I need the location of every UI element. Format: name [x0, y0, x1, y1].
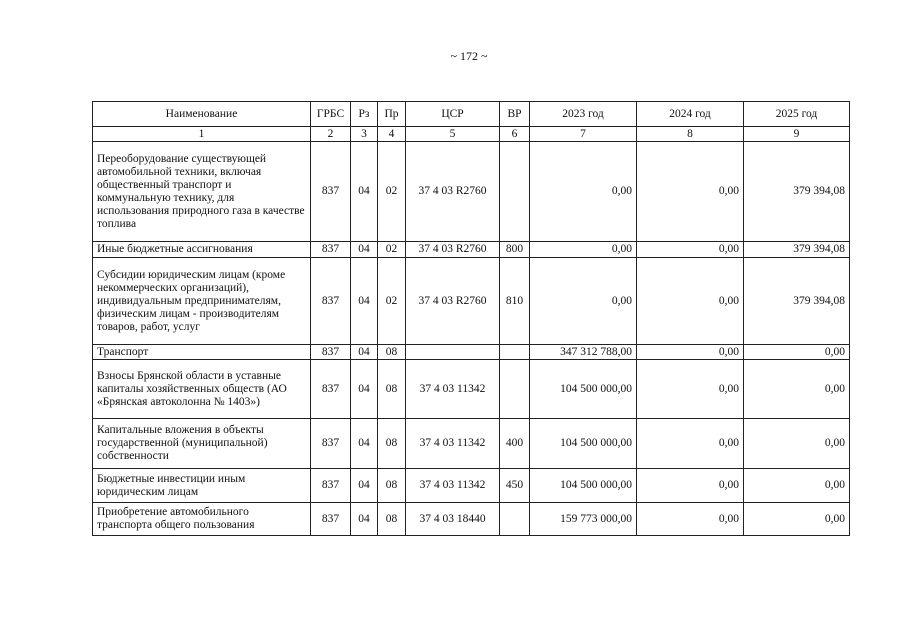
- row-2024: 0,00: [637, 345, 744, 360]
- header-rz: Рз: [351, 102, 378, 127]
- table-row: [93, 242, 850, 258]
- row-2023: 159 773 000,00: [530, 503, 637, 536]
- row-csr: 37 4 03 R2760: [406, 142, 500, 242]
- row-csr: 37 4 03 11342: [406, 360, 500, 419]
- row-2024: 0,00: [637, 469, 744, 503]
- row-name: Иные бюджетные ассигнования: [93, 242, 311, 258]
- column-number: 6: [500, 127, 530, 142]
- row-2024: 0,00: [637, 242, 744, 258]
- row-rz: 04: [351, 258, 378, 345]
- row-pr: 02: [378, 258, 406, 345]
- row-csr: 37 4 03 11342: [406, 469, 500, 503]
- row-name: Капитальные вложения в объекты государственной (муниципальной) собственности: [93, 419, 311, 469]
- row-grbs: 837: [311, 503, 351, 536]
- row-name: Переоборудование существующей автомобильной техники, включая общественный транспорт и коммунальную технику, для использования природного газа в качестве топлива: [93, 142, 311, 242]
- row-rz: 04: [351, 142, 378, 242]
- row-name: Взносы Брянской области в уставные капиталы хозяйственных обществ (АО «Брянская автоколонна № 1403»): [93, 360, 311, 419]
- row-2023: 347 312 788,00: [530, 345, 637, 360]
- column-number: 4: [378, 127, 406, 142]
- row-vr: 810: [500, 258, 530, 345]
- row-2023: 104 500 000,00: [530, 360, 637, 419]
- page-number: ~ 172 ~: [450, 49, 488, 63]
- row-csr: 37 4 03 11342: [406, 419, 500, 469]
- header-vr: ВР: [500, 102, 530, 127]
- budget-table: [92, 101, 850, 536]
- row-rz: 04: [351, 360, 378, 419]
- row-vr: 800: [500, 242, 530, 258]
- row-rz: 04: [351, 503, 378, 536]
- row-csr: [406, 345, 500, 360]
- header-grbs: ГРБС: [311, 102, 351, 127]
- row-2025: 379 394,08: [744, 258, 850, 345]
- header-pr: Пр: [378, 102, 406, 127]
- row-2023: 104 500 000,00: [530, 419, 637, 469]
- column-number: 9: [744, 127, 850, 142]
- table-row: [93, 258, 850, 345]
- row-2023: 104 500 000,00: [530, 469, 637, 503]
- row-grbs: 837: [311, 345, 351, 360]
- row-vr: [500, 345, 530, 360]
- row-2024: 0,00: [637, 503, 744, 536]
- row-pr: 08: [378, 360, 406, 419]
- header-2024: 2024 год: [637, 102, 744, 127]
- row-pr: 02: [378, 142, 406, 242]
- row-pr: 08: [378, 419, 406, 469]
- column-number: 2: [311, 127, 351, 142]
- header-csr: ЦСР: [406, 102, 500, 127]
- table-row: [93, 469, 850, 503]
- row-2025: 0,00: [744, 360, 850, 419]
- row-2025: 0,00: [744, 469, 850, 503]
- row-grbs: 837: [311, 242, 351, 258]
- row-2023: 0,00: [530, 258, 637, 345]
- header-row: [93, 102, 850, 127]
- row-pr: 08: [378, 503, 406, 536]
- row-2025: 0,00: [744, 345, 850, 360]
- row-vr: [500, 142, 530, 242]
- table-row: [93, 419, 850, 469]
- row-name: Субсидии юридическим лицам (кроме некоммерческих организаций), индивидуальным предпринимателям, физическим лицам - производителям товаров, работ, услуг: [93, 258, 311, 345]
- row-2024: 0,00: [637, 142, 744, 242]
- column-number: 3: [351, 127, 378, 142]
- row-pr: 08: [378, 469, 406, 503]
- row-pr: 02: [378, 242, 406, 258]
- column-number: 5: [406, 127, 500, 142]
- header-2025: 2025 год: [744, 102, 850, 127]
- row-csr: 37 4 03 R2760: [406, 242, 500, 258]
- row-name: Транспорт: [93, 345, 311, 360]
- row-vr: [500, 360, 530, 419]
- table-row: [93, 360, 850, 419]
- row-csr: 37 4 03 R2760: [406, 258, 500, 345]
- row-grbs: 837: [311, 142, 351, 242]
- table-row: [93, 503, 850, 536]
- row-grbs: 837: [311, 469, 351, 503]
- row-vr: [500, 503, 530, 536]
- row-name: Приобретение автомобильного транспорта общего пользования: [93, 503, 311, 536]
- row-rz: 04: [351, 419, 378, 469]
- header-name: Наименование: [93, 102, 311, 127]
- row-grbs: 837: [311, 360, 351, 419]
- row-2024: 0,00: [637, 258, 744, 345]
- row-grbs: 837: [311, 419, 351, 469]
- row-grbs: 837: [311, 258, 351, 345]
- row-2025: 0,00: [744, 503, 850, 536]
- row-2025: 379 394,08: [744, 142, 850, 242]
- row-2023: 0,00: [530, 142, 637, 242]
- row-rz: 04: [351, 345, 378, 360]
- row-rz: 04: [351, 242, 378, 258]
- column-number: 1: [93, 127, 311, 142]
- row-2025: 379 394,08: [744, 242, 850, 258]
- row-pr: 08: [378, 345, 406, 360]
- column-number: 7: [530, 127, 637, 142]
- row-csr: 37 4 03 18440: [406, 503, 500, 536]
- row-2025: 0,00: [744, 419, 850, 469]
- table-row: [93, 345, 850, 360]
- row-2024: 0,00: [637, 419, 744, 469]
- row-vr: 400: [500, 419, 530, 469]
- table-row: [93, 142, 850, 242]
- row-2024: 0,00: [637, 360, 744, 419]
- column-number-row: [93, 127, 850, 142]
- row-vr: 450: [500, 469, 530, 503]
- row-rz: 04: [351, 469, 378, 503]
- row-name: Бюджетные инвестиции иным юридическим лицам: [93, 469, 311, 503]
- header-2023: 2023 год: [530, 102, 637, 127]
- row-2023: 0,00: [530, 242, 637, 258]
- column-number: 8: [637, 127, 744, 142]
